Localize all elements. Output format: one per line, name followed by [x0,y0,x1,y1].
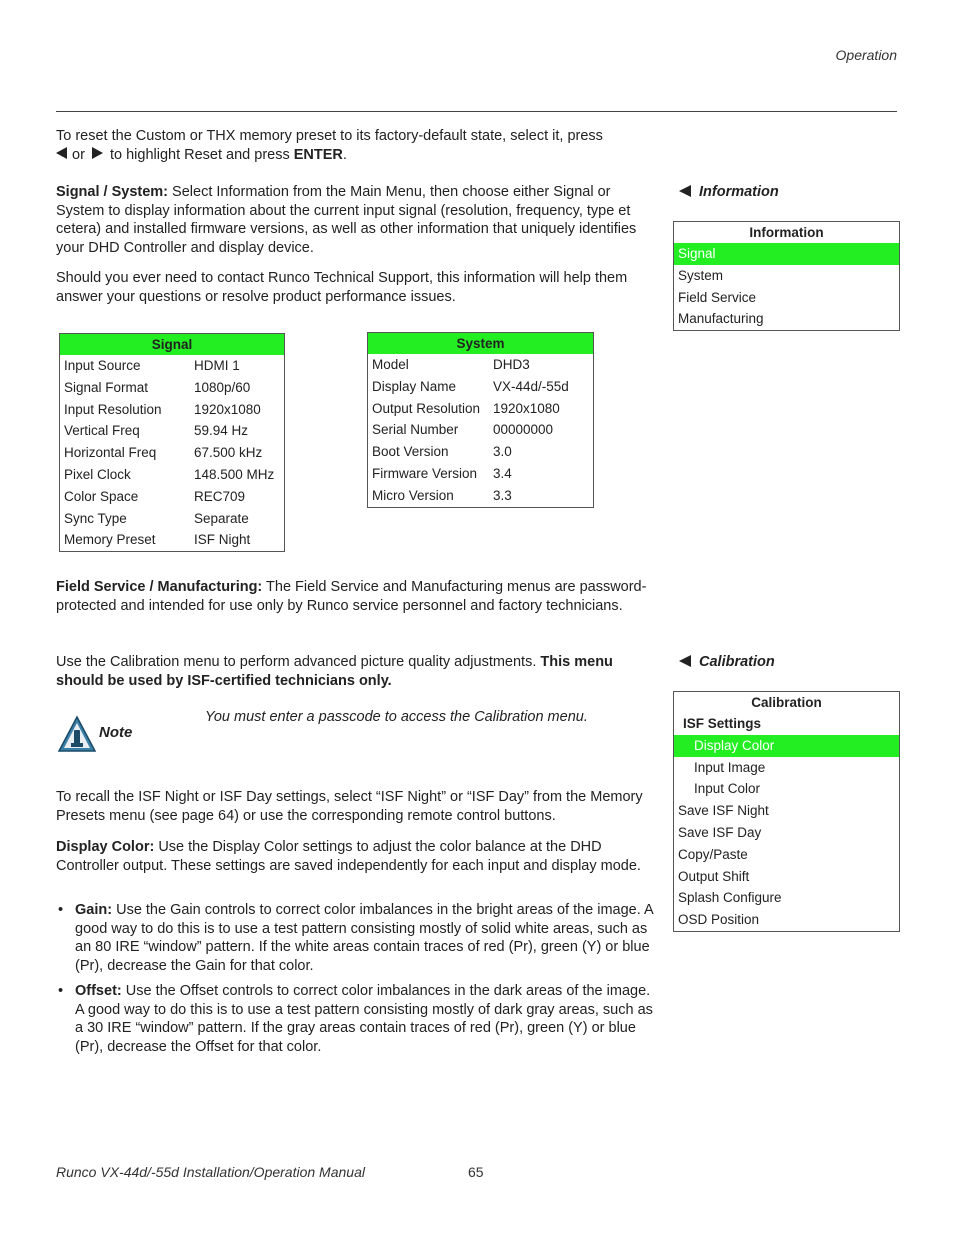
intro-text: To reset the Custom or THX memory preset to its factory-default state, select it, press [56,128,603,144]
information-menu-title: Information [749,225,824,240]
calibration-group: ISF Settings [683,716,762,731]
row-label: Manufacturing [678,311,764,327]
footer-manual-title: Runco VX-44d/-55d Installation/Operation Manual [56,1164,365,1180]
system-table-row [368,485,593,507]
system-table-title: System [368,333,593,354]
gain-text: Use the Gain controls to correct color imbalances in the bright areas of the image. A good way to do this is to use a test pattern consisting mostly of solid white areas, such as an 80 IRE “window” pattern. If the white areas contain traces of red (Pr), green (Y) or blue (Pr), decrease the Gain for that color. [75,902,653,975]
header-rule [56,111,897,112]
bullet-dot: • [58,902,64,918]
information-menu [673,221,900,331]
calibration-intro [56,653,656,690]
row-label: Display Color [694,737,775,753]
right-arrow-icon [92,147,103,159]
row-value: ISF Night [194,532,251,548]
intro-text-2: to highlight Reset and press [109,146,290,163]
row-value: 1080p/60 [194,379,251,395]
row-value: 59.94 Hz [194,423,249,439]
pointer-arrow-icon [679,185,691,197]
field-service-paragraph [56,578,656,615]
intro-or: or [72,146,85,163]
system-table-row [368,354,593,376]
row-label: Output Resolution [372,400,481,416]
system-table-row [368,419,593,441]
field-service-lead: Field Service / Manufacturing: [56,579,263,595]
signal-table [59,333,285,552]
signal-table-row [60,377,284,399]
row-value: 1920x1080 [493,400,560,416]
row-label: Display Name [372,378,457,394]
calibration-menu-item[interactable] [674,800,899,822]
row-value: 67.500 kHz [194,445,263,461]
signal-table-row [60,442,284,464]
pointer-arrow-icon [679,655,691,667]
bullet-dot: • [58,983,64,999]
row-label: Splash Configure [678,890,782,906]
signal-table-row [60,399,284,421]
signal-table-title: Signal [60,334,284,355]
row-label: Copy/Paste [678,846,748,862]
calibration-menu-title: Calibration [751,695,822,710]
calibration-menu-item[interactable] [674,887,899,909]
row-label: Output Shift [678,868,750,884]
calibration-menu-item[interactable] [674,822,899,844]
information-heading [679,184,779,200]
row-label: Vertical Freq [64,423,140,439]
row-label: Save ISF Day [678,824,762,840]
page-number: 65 [468,1164,484,1180]
note-text: You must enter a passcode to access the Calibration menu. [205,709,588,725]
note-label: Note [99,724,133,741]
row-value: 00000000 [493,422,554,438]
gain-lead: Gain: [75,902,113,918]
system-table [367,332,594,508]
information-menu-item[interactable] [674,287,899,309]
recall-paragraph: To recall the ISF Night or ISF Day settings, select “ISF Night” or “ISF Day” from the Memory Presets menu (see page 64) or use the corresponding remote control buttons. [56,789,643,824]
row-label: Horizontal Freq [64,445,157,461]
signal-table-row [60,529,284,551]
row-value: 3.0 [493,444,512,460]
system-table-row [368,441,593,463]
offset-text: Use the Offset controls to correct color imbalances in the dark areas of the image. A good way to do this is to use a test pattern consisting mostly of dark gray areas, such as a 30 IRE “window” pattern. If the gray areas contain traces of red (Pr), green (Y) or blue (Pr), decrease the Offset for that color. [75,983,653,1056]
signal-system-text: Select Information from the Main Menu, then choose either Signal or System to display information about the current input signal (resolution, frequency, type et cetera) and installed firmware versions, as well as other information that uniquely identifies your DHD Controller and display device. [56,184,637,257]
display-color-lead: Display Color: [56,839,155,855]
signal-table-row [60,464,284,486]
left-arrow-icon [56,147,67,159]
system-table-row [368,398,593,420]
row-label: Color Space [64,488,139,504]
row-label: Firmware Version [372,465,478,481]
row-value: DHD3 [493,357,530,372]
intro-paragraph [56,127,656,164]
row-label: Micro Version [372,487,454,503]
row-value: VX-44d/-55d [493,378,569,394]
system-table-row [368,463,593,485]
row-value: 1920x1080 [194,401,261,417]
intro-period: . [342,146,347,163]
signal-system-paragraph [56,183,656,258]
calibration-menu-item[interactable] [674,866,899,888]
row-value: Separate [194,510,249,526]
row-label: Signal Format [64,379,149,395]
row-value: 148.500 MHz [194,466,275,482]
row-label: Sync Type [64,510,127,526]
calibration-warning: This menu should be used by ISF-certified technicians only. [56,654,613,689]
signal-table-row [60,420,284,442]
calibration-menu-item[interactable] [674,735,899,757]
signal-table-row [60,355,284,377]
row-label: Model [372,357,409,372]
row-label: Field Service [678,289,757,305]
row-value: REC709 [194,488,246,504]
information-menu-item[interactable] [674,308,899,330]
bullet-gain [58,901,655,976]
calibration-menu [673,691,900,932]
row-value: 3.3 [493,487,512,503]
row-label: Input Color [694,781,761,797]
calibration-heading-text: Calibration [699,654,775,670]
signal-table-row [60,508,284,530]
row-label: Serial Number [372,422,459,438]
row-label: System [678,267,724,283]
row-label: OSD Position [678,912,760,928]
calibration-menu-item[interactable] [674,757,899,779]
row-label: Boot Version [372,444,449,460]
system-table-row [368,376,593,398]
information-heading-text: Information [699,184,779,200]
display-color-paragraph [56,838,656,875]
signal-system-lead: Signal / System: [56,184,169,200]
row-label: Input Image [694,759,766,775]
enter-key: ENTER [293,146,343,163]
row-label: Save ISF Night [678,803,769,819]
bullet-offset [58,982,655,1057]
row-label: Input Source [64,358,141,373]
information-menu-item[interactable] [674,243,899,265]
display-color-text: Use the Display Color settings to adjust the color balance at the DHD Controller output. These settings are saved independently for each input and display mode. [56,839,641,874]
offset-lead: Offset: [75,983,122,999]
row-label: Signal [678,246,716,261]
calibration-intro-text: Use the Calibration menu to perform advanced picture quality adjustments. [56,654,537,670]
support-paragraph: Should you ever need to contact Runco Technical Support, this information will help them answer your questions or resolve product performance issues. [56,270,628,305]
row-label: Pixel Clock [64,466,131,482]
calibration-menu-item[interactable] [674,844,899,866]
row-value: HDMI 1 [194,358,240,373]
calibration-heading [679,654,775,670]
information-menu-item[interactable] [674,265,899,287]
row-label: Memory Preset [64,532,156,548]
row-value: 3.4 [493,465,512,481]
running-header: Operation [835,47,897,63]
field-service-text: The Field Service and Manufacturing menus are password-protected and intended for use only by Runco service personnel and factory technicians. [56,579,647,614]
calibration-menu-item[interactable] [674,909,899,931]
note-warning-icon [57,715,97,753]
row-label: Input Resolution [64,401,162,417]
signal-table-row [60,486,284,508]
calibration-menu-item[interactable] [674,778,899,800]
